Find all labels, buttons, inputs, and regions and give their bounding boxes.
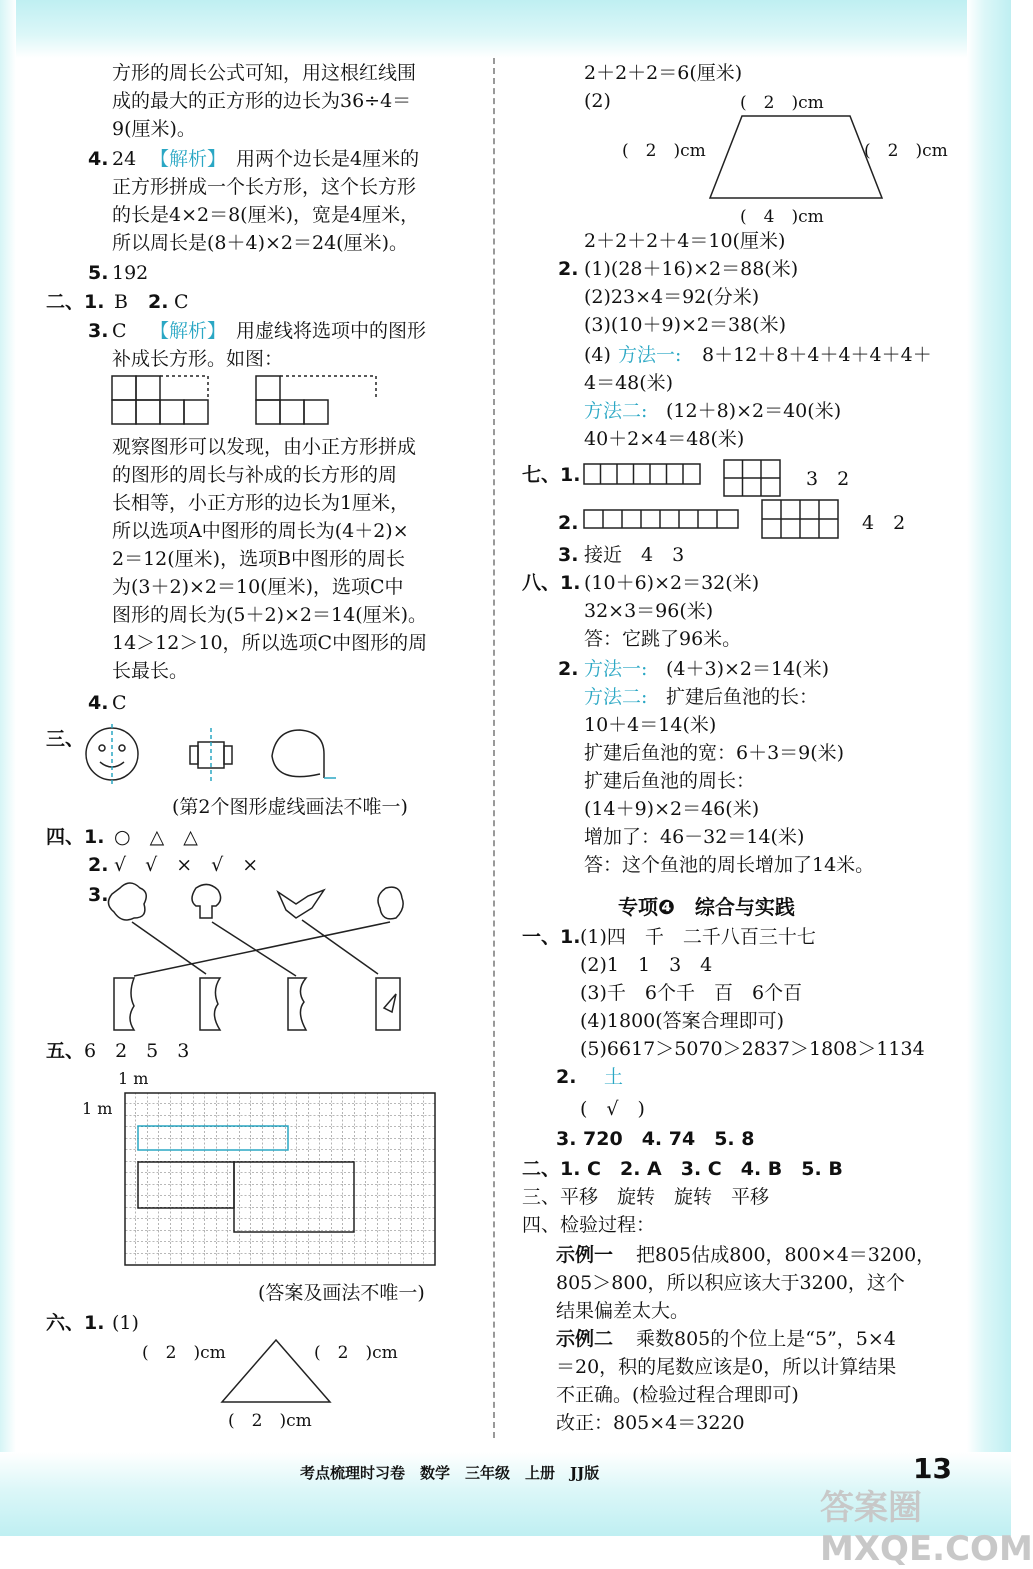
section-label: 四、1. [46,826,105,848]
triangle-left-label: ( 2 )cm [142,1343,226,1363]
section-label: 八、1. [522,572,581,594]
text-line: (10＋6)×2＝32(米) [584,572,760,594]
note: (答案及画法不唯一) [258,1282,425,1304]
character-answer: 土 [604,1066,624,1088]
text-line: 长相等，小正方形的边长为1厘米， [112,492,410,514]
text-line: (3)(10＋9)×2＝38(米) [584,314,787,336]
text-line: 答：它跳了96米。 [584,628,742,650]
answer: 4 2 [862,512,906,534]
text-line: 10＋4＝14(米) [584,714,717,736]
text-line: 长最长。 [112,660,189,682]
answer: 接近 4 3 [584,544,685,566]
text-line: 扩建后鱼池的周长： [584,770,756,792]
symmetry-figures [80,724,340,788]
text-line: 三、平移 旋转 旋转 平移 [522,1186,770,1208]
section-label: 六、1. [46,1312,105,1334]
method-label: 方法一: [584,658,648,680]
question-number: 3. [88,320,109,342]
answer: √ √ × √ × [114,854,259,876]
text-line: (4＋3)×2＝14(米) [666,658,830,680]
answer: B [114,291,128,313]
text-line: 9(厘米)。 [112,118,196,140]
answer: 3 2 [806,468,850,490]
grid-top-label: 1 m [118,1069,149,1088]
text-line: 二、1. C 2. A 3. C 4. B 5. B [522,1158,843,1180]
footer-text: 考点梳理时习卷 数学 三年级 上册 JJ版 [300,1464,600,1482]
text-line: 答：这个鱼池的周长增加了14米。 [584,854,875,876]
question-number: 2. [148,291,169,313]
text-line: 所以选项A中图形的周长为(4＋2)× [112,520,409,542]
text-line: 补成长方形。如图： [112,348,284,370]
text-line: 扩建后鱼池的长： [666,686,819,708]
section-label: 五、 [46,1040,85,1062]
text-line: 不正确。(检验过程合理即可) [556,1384,799,1406]
text-line: 32×3＝96(米) [584,600,714,622]
text-line: 四、检验过程： [522,1214,656,1236]
question-number: 5. [88,262,109,284]
text-line: 观察图形可以发现，由小正方形拼成 [112,436,417,458]
trapezoid-bottom-label: ( 4 )cm [740,207,824,227]
section-label: 七、1. [522,464,581,486]
rectangle-strip-2 [582,498,844,542]
text-line: 为(3＋2)×2＝10(厘米)，选项C中 [112,576,404,598]
answer: C [112,320,127,342]
method-label: 方法一: [618,344,682,366]
trapezoid-top-label: ( 2 )cm [740,93,824,113]
grid-left-label: 1 m [82,1099,113,1118]
text-line: 乘数805的个位上是“5”，5×4 [636,1328,896,1350]
trapezoid-left-label: ( 2 )cm [622,141,706,161]
answer: C [112,692,127,714]
topic-title: 专项❹ 综合与实践 [618,895,795,919]
text-line: 3. 720 4. 74 5. 8 [556,1128,755,1150]
curve-figure [272,730,324,778]
example-label: 示例二 [556,1328,614,1350]
text-line: 2＋2＋2＝6(厘米) [584,62,743,84]
analysis-tag: 【解析】 [150,320,227,342]
text-line: (14＋9)×2＝46(米) [584,798,760,820]
question-number: 3. [88,884,109,906]
text-line: 14＞12＞10，所以选项C中图形的周 [112,632,428,654]
note: (第2个图形虚线画法不唯一) [172,796,408,818]
answer: 24 [112,148,137,170]
text-line: 用两个边长是4厘米的 [236,148,420,170]
text-line: 方形的周长公式可知，用这根红线围 [112,62,417,84]
text-line: 2＋2＋2＋4＝10(厘米) [584,230,786,252]
trapezoid-right-label: ( 2 )cm [864,141,948,161]
text-line: 图形的周长为(5＋2)×2＝14(厘米)。 [112,604,428,626]
text-line: 扩建后鱼池的宽：6＋3＝9(米) [584,742,845,764]
question-number: 2. [88,854,109,876]
text-line: 4＝48(米) [584,372,674,394]
answer: C [174,291,189,313]
triangle-right-label: ( 2 )cm [314,1343,398,1363]
question-number: 3. [558,544,579,566]
text-line: 改正：805×4＝3220 [556,1412,745,1434]
grid-paper [124,1092,444,1272]
text-line: 用虚线将选项中的图形 [236,320,427,342]
watermark: 答案圈 MXQE.COM [820,1488,1033,1569]
check-answer: ( √ ) [580,1098,645,1120]
text-line: 成的最大的正方形的边长为36÷4＝ [112,90,412,112]
text-line: 40＋2×4＝48(米) [584,428,745,450]
text-line: (2)23×4＝92(分米) [584,286,760,308]
text-line: 2＝12(厘米)，选项B中图形的周长 [112,548,406,570]
text-line: (12＋8)×2＝40(米) [666,400,842,422]
question-number: 2. [558,658,579,680]
answer: 192 [112,262,149,284]
text-line: ＝20，积的尾数应该是0，所以计算结果 [556,1356,897,1378]
page-border-left [0,0,16,1536]
sub-label: (1) [112,1312,139,1334]
text-line: (2)1 1 3 4 [580,954,713,976]
sub-label: (2) [584,90,611,112]
question-number: 2. [558,512,579,534]
page-border-right [967,0,1011,1536]
text-line: 805＞800，所以积应该大于3200，这个 [556,1272,905,1294]
text-line: (4) [584,344,611,366]
text-line: 结果偏差太大。 [556,1300,690,1322]
page-border-top [0,0,1011,58]
question-number: 4. [88,148,109,170]
question-number: 2. [556,1066,577,1088]
method-label: 方法二: [584,686,648,708]
trapezoid-figure [706,112,886,202]
section-label: 二、1. [46,291,105,313]
text-line: 所以周长是(8＋4)×2＝24(厘米)。 [112,232,409,254]
text-line: (3)千 6个千 百 6个百 [580,982,803,1004]
text-line: 8＋12＋8＋4＋4＋4＋4＋ [702,344,932,366]
section-label: 一、1. [522,926,581,948]
method-label: 方法二: [584,400,648,422]
text-line: 的长是4×2＝8(厘米)，宽是4厘米， [112,204,420,226]
example-label: 示例一 [556,1244,614,1266]
rectangle-strip-1 [582,460,782,500]
question-number: 2. [558,258,579,280]
completed-rectangles-figure [108,372,388,428]
text-line: 的图形的周长与补成的长方形的周 [112,464,398,486]
answer: ○ △ △ [114,826,198,848]
column-divider [493,58,495,1438]
page-number: 13 [913,1452,952,1485]
matching-figure [100,878,430,1040]
text-line: (1)(28＋16)×2＝88(米) [584,258,799,280]
section-label: 三、 [46,728,85,750]
question-number: 4. [88,692,109,714]
text-line: (5)6617＞5070＞2837＞1808＞1134 [580,1038,925,1060]
text-line: (4)1800(答案合理即可) [580,1010,785,1032]
text-line: 正方形拼成一个长方形，这个长方形 [112,176,417,198]
analysis-tag: 【解析】 [150,148,227,170]
answer: 6 2 5 3 [84,1040,190,1062]
text-line: (1)四 千 二千八百三十七 [580,926,816,948]
text-line: 增加了：46－32＝14(米) [584,826,805,848]
text-line: 把805估成800，800×4＝3200， [636,1244,936,1266]
triangle-bottom-label: ( 2 )cm [228,1411,312,1431]
